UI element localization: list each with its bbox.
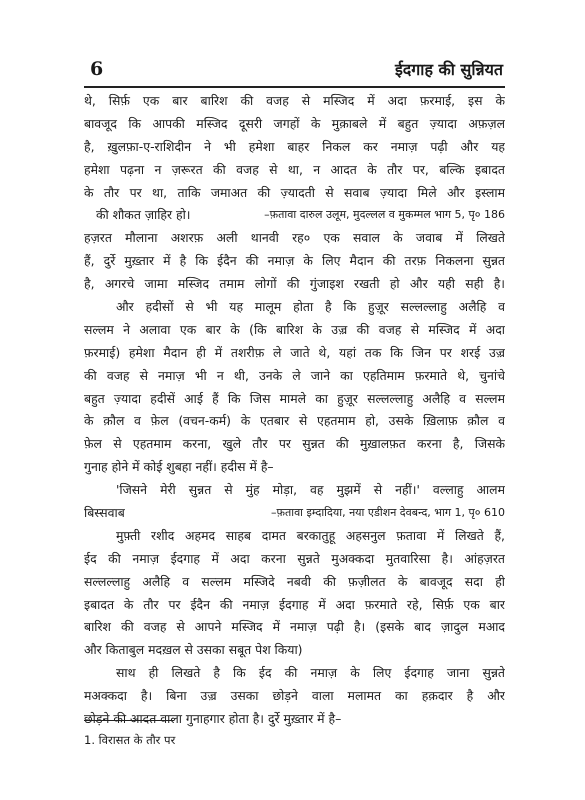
running-title: ईदगाह की सुन्नियत	[394, 60, 503, 79]
footnote-rule	[84, 720, 174, 721]
citation-text: बिस्सवाब	[84, 505, 125, 521]
citation-text: की शौकत ज़ाहिर हो।	[96, 207, 191, 223]
text-line: फ़ेल से एहतमाम करना, खुले तौर पर सुन्नत की मुख़ालफ़त करना है, जिसके	[84, 436, 505, 452]
text-line: और हदीसों से भी यह मालूम होता है कि हुज़ूर सल्लल्लाहु अलैहि व	[116, 299, 505, 315]
text-line: हमेशा पढ़ना न ज़रूरत की वजह से था, न आदत के तौर पर, बल्कि इबादत	[84, 161, 505, 177]
text-line: ईद की नमाज़ ईदगाह में अदा करना सुन्नते मुअक्कदा मुतवारिसा है। आंहज़रत	[84, 550, 505, 566]
text-line: है, ख़ुलफ़ा-ए-राशिदीन ने भी हमेशा बाहर निकल कर नमाज़ पढ़ी और यह	[84, 138, 505, 154]
footnote: 1. विरासत के तौर पर	[84, 733, 176, 747]
text-line: इबादत के तौर पर ईदैन की नमाज़ ईदगाह में अदा फ़रमाते रहे, सिर्फ़ एक बार	[84, 596, 505, 612]
text-line: फ़रमाई) हमेशा मैदान ही में तशरीफ़ ले जाते थे, यहां तक कि जिन पर शरई उज़्र	[84, 344, 505, 360]
text-line: बहुत ज़्यादा हदीसें आई हैं कि जिस मामले का हुज़ूर सल्लल्लाहु अलैहि व सल्लम	[84, 390, 505, 406]
text-line: सल्लल्लाहु अलैहि व सल्लम मस्जिदे नबवी की फ़ज़ीलत के बावजूद सदा ही	[84, 573, 505, 589]
citation-line	[84, 204, 505, 227]
text-line: है, अगरचे जामा मस्जिद तमाम लोगों की गुंजाइश रखती हो और यही सही है।	[84, 276, 505, 292]
citation-reference: –फ़तावा दारुल उलूम, मुदल्लल व मुकम्मल भाग 5, पृ० 186	[264, 208, 505, 222]
page-number: 6	[90, 58, 104, 80]
header-rule	[84, 86, 505, 88]
text-line: छोड़ने की आदत वाला गुनाहगार होता है। दुर्रे मुख़्तार में है–	[84, 711, 342, 727]
citation-reference: –फ़तावा इम्दादिया, नया एडीशन देवबन्द, भाग 1, पृ० 610	[270, 506, 505, 520]
text-line: के तौर पर था, ताकि जमाअत की ज़्यादती से सवाब ज़्यादा मिले और इस्लाम	[84, 184, 505, 200]
citation-line	[84, 502, 505, 525]
text-line: सल्लम ने अलावा एक बार के (कि बारिश के उज़्र की वजह से मस्जिद में अदा	[84, 321, 505, 337]
text-line: थे, सिर्फ़ एक बार बारिश की वजह से मस्जिद में अदा फ़रमाई, इस के	[84, 93, 505, 108]
text-line: मुफ़्ती रशीद अहमद साहब दामत बरकातुहू अहसनुल फ़तावा में लिखते हैं,	[116, 527, 505, 543]
text-line: हैं, दुर्रे मुख़्तार में है कि ईदैन की नमाज़ के लिए मैदान की तरफ़ निकलना सुन्नत	[84, 253, 505, 269]
text-line: के क़ौल व फ़ेल (वचन-कर्म) के एतबार से एहतमाम हो, उसके ख़िलाफ़ क़ौल व	[84, 413, 505, 429]
text-line: साथ ही लिखते है कि ईद की नमाज़ के लिए ईदगाह जाना सुन्नते	[116, 665, 505, 681]
text-line: बारिश की वजह से आपने मस्जिद में नमाज़ पढ़ी है। (इसके बाद ज़ादुल मआद	[84, 619, 505, 635]
hadith-quote: 'जिसने मेरी सुन्नत से मुंह मोड़ा, वह मुझमें से नहीं।' वल्लाहु आलम	[116, 482, 505, 498]
text-line: मअक्कदा है। बिना उज़्र उसका छोड़ने वाला मलामत का हक़दार है और	[84, 688, 505, 704]
text-line: बावजूद कि आपकी मस्जिद दूसरी जगहों के मुक़ाबले में बहुत ज़्यादा अफ़ज़ल	[84, 115, 505, 131]
text-line: की वजह से नमाज़ भी न थी, उनके ले जाने का एहतिमाम फ़रमाते थे, चुनांचे	[84, 367, 505, 383]
body-text	[84, 90, 505, 731]
text-line: हज़रत मौलाना अशरफ़ अली थानवी रह० एक सवाल के जवाब में लिखते	[84, 230, 505, 246]
text-line: गुनाह होने में कोई शुबहा नहीं। हदीस में है–	[84, 459, 274, 475]
text-line: और किताबुल मदख़ल से उसका सबूत पेश किया)	[84, 642, 303, 658]
